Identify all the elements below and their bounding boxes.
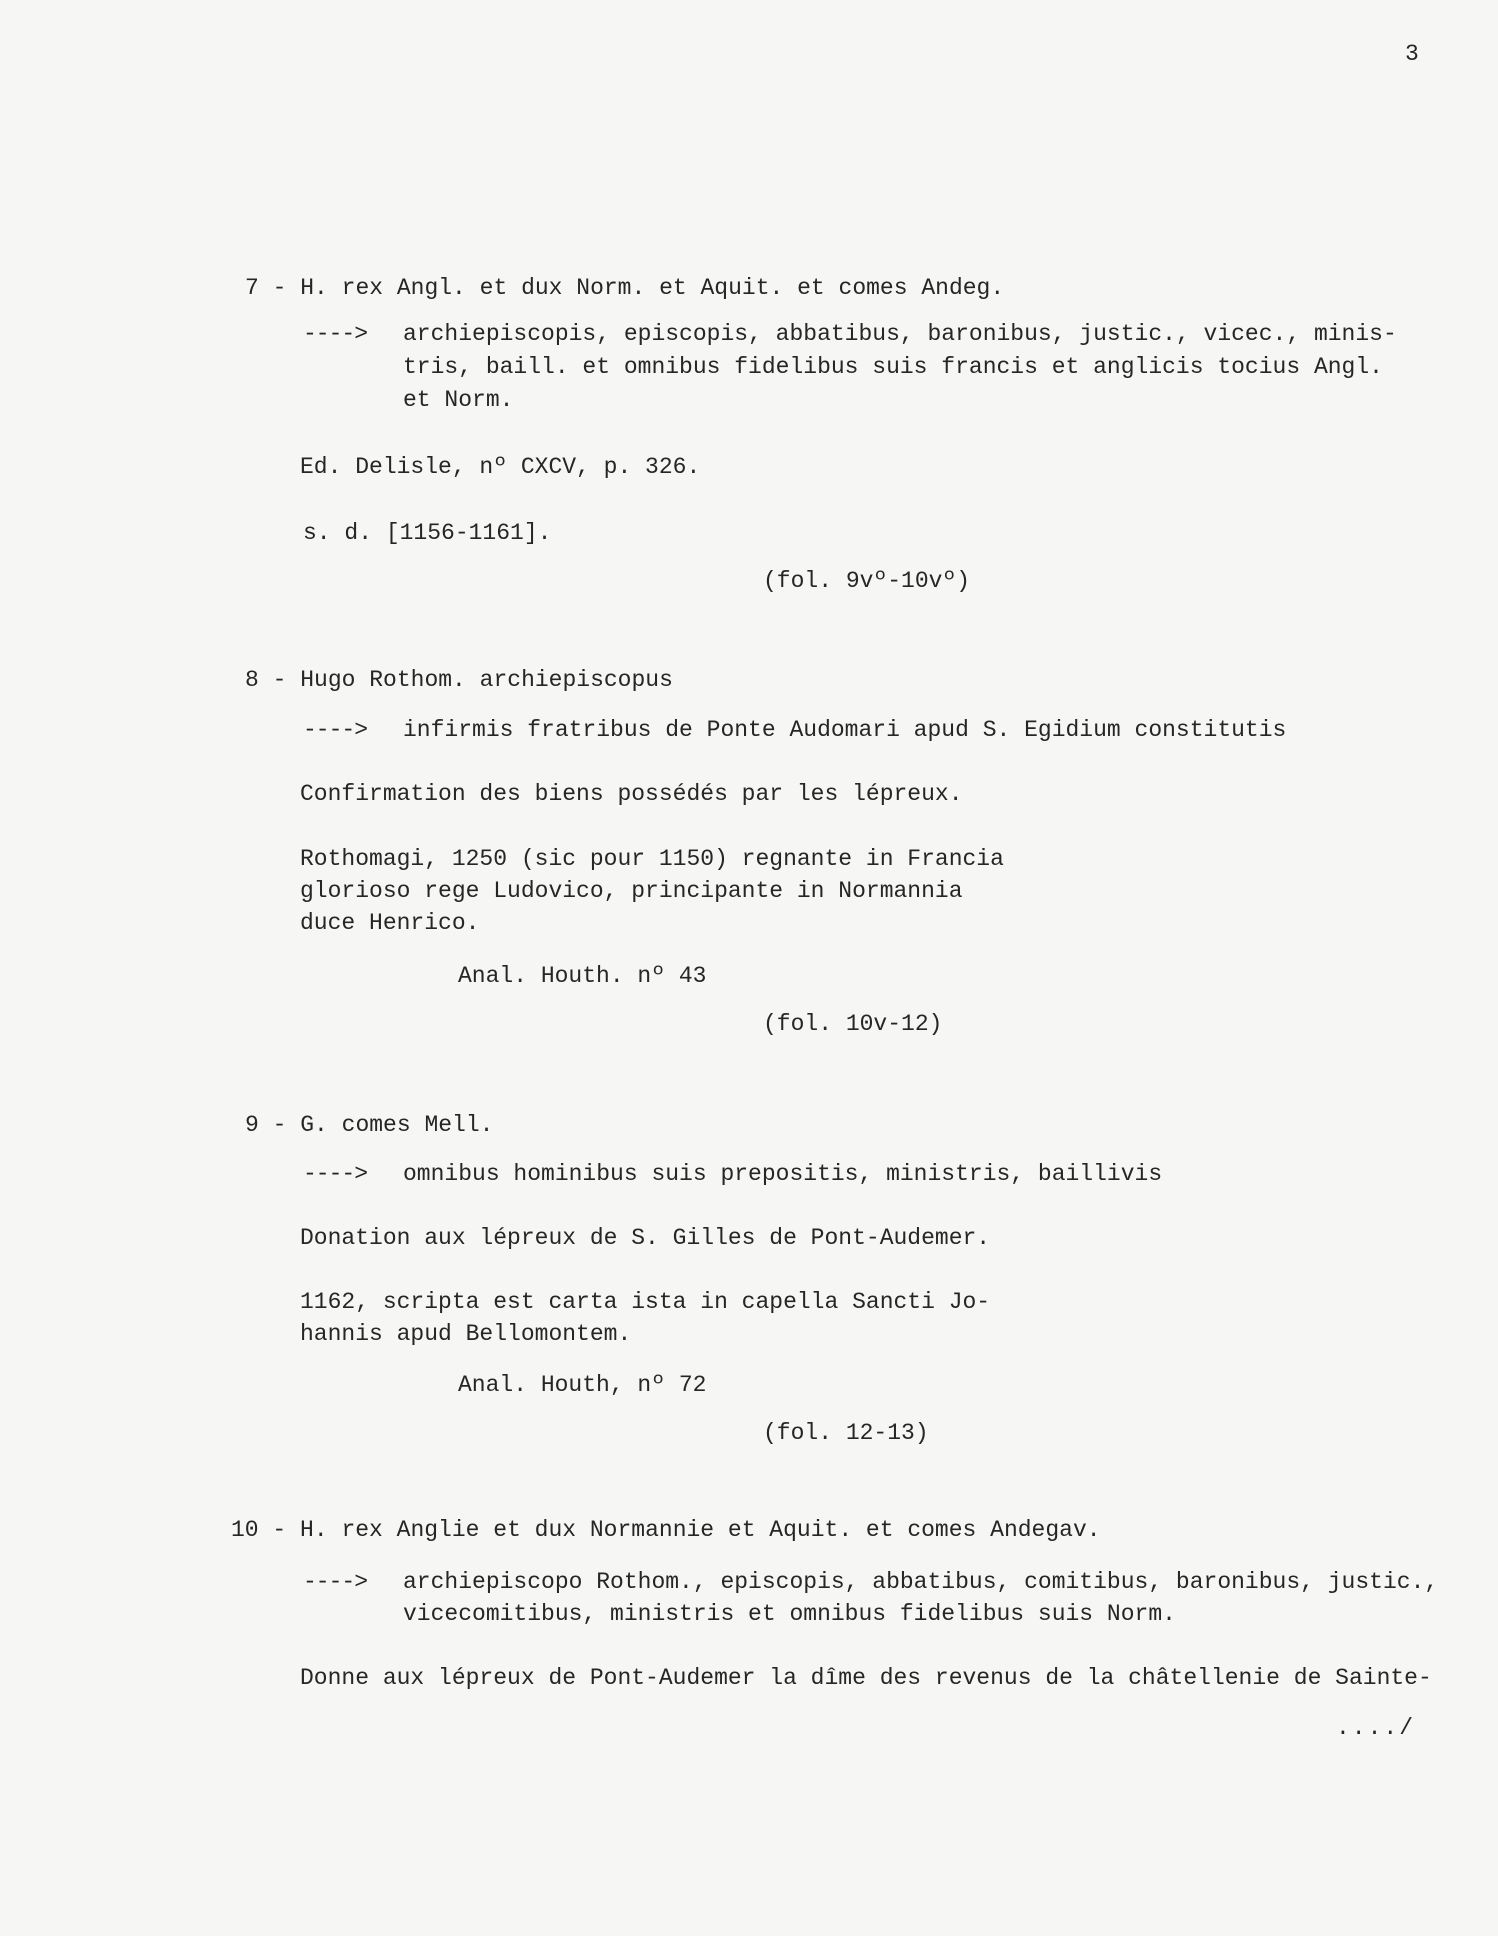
date-line: glorioso rege Ludovico, principante in Normannia [300,878,963,904]
arrow-icon: ----> [303,321,368,347]
addressee-line: et Norm. [403,387,514,413]
entry-issuer: H. rex Anglie et dux Normannie et Aquit. et comes Andegav. [300,1517,1101,1543]
addressee-line: infirmis fratribus de Ponte Audomari apud S. Egidium constitutis [403,717,1287,743]
page-number: 3 [1405,41,1419,67]
date-line: duce Henrico. [300,910,480,936]
entry-summary: Donne aux lépreux de Pont-Audemer la dîme des revenus de la châtellenie de Sainte- [300,1665,1432,1691]
arrow-icon: ----> [303,717,368,743]
arrow-icon: ----> [303,1161,368,1187]
arrow-icon: ----> [303,1569,368,1595]
addressee-line: omnibus hominibus suis prepositis, ministris, baillivis [403,1161,1163,1187]
date-line: hannis apud Bellomontem. [300,1321,632,1347]
analysis-reference: Anal. Houth, nº 72 [458,1372,707,1398]
date-line: Rothomagi, 1250 (sic pour 1150) regnante in Francia [300,846,1004,872]
entry-number: 7 - H. rex Angl. et dux Norm. et Aquit. et comes Andeg. [245,275,1005,301]
entry-summary: Confirmation des biens possédés par les lépreux. [300,781,963,807]
entry-issuer: H. rex Angl. et dux Norm. et Aquit. et comes Andeg. [300,275,1005,301]
addressee-line: archiepiscopis, episcopis, abbatibus, baronibus, justic., vicec., minis- [403,321,1397,347]
entry-date: s. d. [1156-1161]. [303,520,552,546]
date-line: 1162, scripta est carta ista in capella Sancti Jo- [300,1289,991,1315]
entry-summary: Donation aux lépreux de S. Gilles de Pont-Audemer. [300,1225,991,1251]
addressee-line: vicecomitibus, ministris et omnibus fidelibus suis Norm. [403,1601,1176,1627]
entry-issuer: Hugo Rothom. archiepiscopus [300,667,673,693]
continuation-mark: ..../ [1336,1715,1416,1741]
folio-reference: (fol. 9vº-10vº) [763,568,971,594]
addressee-line: tris, baill. et omnibus fidelibus suis francis et anglicis tocius Angl. [403,354,1383,380]
entry-issuer: G. comes Mell. [300,1112,494,1138]
entry-number: 8 - Hugo Rothom. archiepiscopus [245,667,673,693]
analysis-reference: Anal. Houth. nº 43 [458,963,707,989]
folio-reference: (fol. 12-13) [763,1420,929,1446]
folio-reference: (fol. 10v-12) [763,1011,943,1037]
entry-number: 9 - G. comes Mell. [245,1112,494,1138]
entry-number: 10 - H. rex Anglie et dux Normannie et Aquit. et comes Andegav. [231,1517,1101,1543]
addressee-line: archiepiscopo Rothom., episcopis, abbatibus, comitibus, baronibus, justic., [403,1569,1439,1595]
edition-reference: Ed. Delisle, nº CXCV, p. 326. [300,454,701,480]
